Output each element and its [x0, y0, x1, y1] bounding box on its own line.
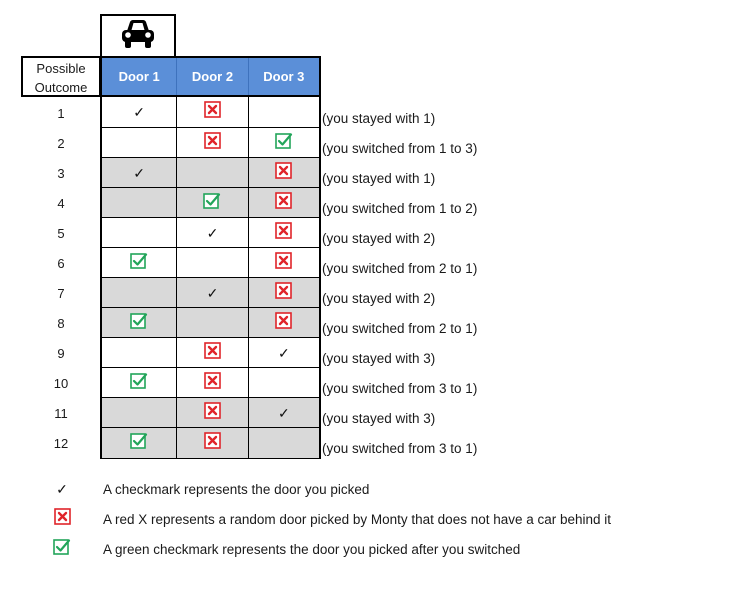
outcome-row [102, 127, 319, 157]
outcome-grid [100, 97, 321, 459]
door-1-cell [102, 217, 176, 248]
door-2-cell [176, 427, 247, 458]
green-checkmark-icon [130, 432, 148, 454]
door-3-cell [248, 277, 319, 308]
outcome-row [102, 217, 319, 247]
door-3-cell [248, 427, 319, 458]
door-2-cell [176, 307, 247, 338]
red-x-icon [204, 402, 221, 424]
checkmark-icon: ✓ [277, 405, 290, 421]
door-1-cell [102, 247, 176, 278]
door-2-cell [176, 127, 247, 158]
outcome-note: (you switched from 2 to 1) [322, 260, 478, 276]
door-2-cell [176, 157, 247, 188]
door-3-cell [248, 247, 319, 278]
red-x-icon [275, 252, 292, 274]
outcome-number: 12 [53, 435, 69, 451]
door-2-cell [176, 277, 247, 308]
door-1-cell [102, 367, 176, 398]
green-checkmark-icon [130, 372, 148, 394]
door-1-cell [102, 187, 176, 218]
door-3-cell [248, 217, 319, 248]
door-3-cell [248, 397, 319, 428]
red-x-icon [204, 432, 221, 454]
door-3-cell [248, 367, 319, 398]
outcome-row [102, 187, 319, 217]
outcome-number: 1 [57, 105, 65, 121]
door-2-cell [176, 397, 247, 428]
outcome-row [102, 337, 319, 367]
outcome-note: (you stayed with 3) [322, 350, 436, 366]
outcome-number: 7 [57, 285, 65, 301]
outcome-number: 4 [57, 195, 65, 211]
outcome-note: (you stayed with 3) [322, 410, 436, 426]
outcome-row [102, 307, 319, 337]
outcome-row [102, 277, 319, 307]
red-x-icon [204, 132, 221, 154]
legend-icon [48, 504, 76, 534]
checkmark-icon: ✓ [206, 225, 219, 241]
door-3-cell [248, 187, 319, 218]
checkmark-icon: ✓ [56, 481, 68, 497]
legend-text: A green checkmark represents the door you picked after you switched [103, 541, 521, 557]
door-2-cell [176, 217, 247, 248]
outcome-row [102, 367, 319, 397]
outcome-row [102, 247, 319, 277]
outcome-note: (you stayed with 2) [322, 230, 436, 246]
outcome-number: 10 [53, 375, 69, 391]
outcome-row [102, 427, 319, 457]
door-3-cell [248, 127, 319, 158]
outcome-number: 8 [57, 315, 65, 331]
outcome-note: (you switched from 1 to 2) [322, 200, 478, 216]
red-x-icon [275, 192, 292, 214]
door-1-cell [102, 307, 176, 338]
outcome-row [102, 97, 319, 127]
legend-text: A checkmark represents the door you picked [103, 481, 370, 497]
door-1-cell [102, 127, 176, 158]
car-header-cell [100, 14, 176, 56]
checkmark-icon: ✓ [277, 345, 290, 361]
red-x-icon [204, 101, 221, 123]
door-2-cell [176, 187, 247, 218]
outcome-note: (you switched from 1 to 3) [322, 140, 478, 156]
red-x-icon [204, 372, 221, 394]
red-x-icon [275, 282, 292, 304]
outcome-number: 5 [57, 225, 65, 241]
car-icon [120, 18, 156, 55]
red-x-icon [54, 508, 71, 530]
door-3-cell [248, 307, 319, 338]
door-1-cell [102, 397, 176, 428]
outcome-note: (you switched from 3 to 1) [322, 380, 478, 396]
outcome-row [102, 397, 319, 427]
door-2-cell [176, 367, 247, 398]
outcome-number: 6 [57, 255, 65, 271]
doors-header [100, 56, 321, 97]
checkmark-icon: ✓ [133, 165, 146, 181]
outcome-note: (you stayed with 1) [322, 110, 436, 126]
possible-outcome-header: Possible Outcome [21, 56, 101, 97]
door-3-cell [248, 157, 319, 188]
outcome-number: 9 [57, 345, 65, 361]
outcome-number: 3 [57, 165, 65, 181]
green-checkmark-icon [203, 192, 221, 214]
door-3-header: Door 3 [248, 58, 319, 95]
green-checkmark-icon [130, 312, 148, 334]
door-2-cell [176, 247, 247, 278]
red-x-icon [275, 222, 292, 244]
red-x-icon [275, 162, 292, 184]
door-1-cell [102, 157, 176, 188]
door-1-cell [102, 277, 176, 308]
outcome-note: (you switched from 3 to 1) [322, 440, 478, 456]
outcome-note: (you switched from 2 to 1) [322, 320, 478, 336]
door-2-cell [176, 337, 247, 368]
outcome-note: (you stayed with 2) [322, 290, 436, 306]
door-1-cell [102, 337, 176, 368]
outcome-number: 2 [57, 135, 65, 151]
door-1-cell [102, 427, 176, 458]
legend-text: A red X represents a random door picked by Monty that does not have a car behind it [103, 511, 612, 527]
door-1-header: Door 1 [118, 69, 160, 84]
checkmark-icon: ✓ [206, 285, 219, 301]
checkmark-icon: ✓ [133, 104, 146, 120]
legend-icon [48, 534, 76, 564]
outcome-row [102, 157, 319, 187]
outcome-note: (you stayed with 1) [322, 170, 436, 186]
red-x-icon [204, 342, 221, 364]
outcome-number: 11 [54, 405, 68, 421]
red-x-icon [275, 312, 292, 334]
door-2-cell [176, 97, 247, 127]
legend-icon [48, 474, 76, 504]
door-3-cell [248, 97, 319, 127]
green-checkmark-icon [130, 252, 148, 274]
door-2-header: Door 2 [176, 58, 247, 95]
green-checkmark-icon [275, 132, 293, 154]
door-3-cell [248, 337, 319, 368]
green-checkmark-icon [53, 538, 71, 560]
door-1-cell [102, 97, 176, 127]
